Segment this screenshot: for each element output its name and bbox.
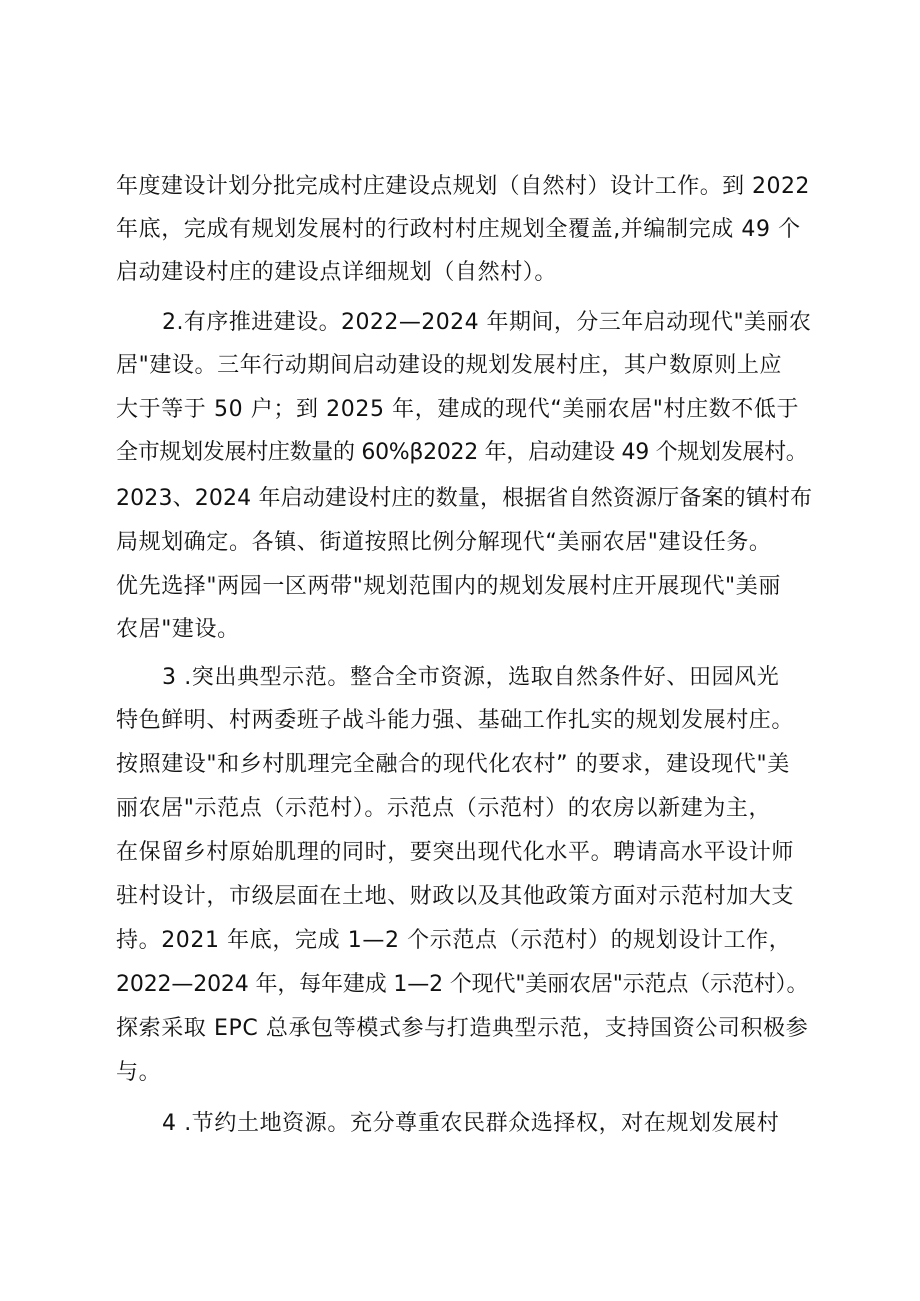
text-line-1: 年度建设计划分批完成村庄建设点规划（自然村）设计工作。到 2022 — [116, 174, 810, 199]
text-line-7: 全市规划发展村庄数量的 60%β2022 年，启动建设 49 个规划发展村。 — [116, 440, 808, 465]
text-line-16: 在保留乡村原始肌理的同时，要突出现代化水平。聘请高水平设计师 — [116, 840, 795, 865]
text-line-5: 居"建设。三年行动期间启动建设的规划发展村庄，其户数原则上应 — [116, 353, 783, 378]
text-line-13: 特色鲜明、村两委班子战斗能力强、基础工作扎实的规划发展村庄。 — [116, 708, 795, 733]
text-line-21: 与。 — [116, 1060, 162, 1085]
text-line-3: 启动建设村庄的建设点详细规划（自然村）。 — [116, 260, 558, 285]
text-line-15: 丽农居"示范点（示范村）。示范点（示范村）的农房以新建为主， — [116, 796, 772, 821]
text-line-12: 3 .突出典型示范。整合全市资源，选取自然条件好、田园风光 — [162, 665, 780, 690]
text-line-14: 按照建设"和乡村肌理完全融合的现代化农村” 的要求，建设现代"美 — [116, 752, 790, 777]
text-line-9: 局规划确定。各镇、街道按照比例分解现代“美丽农居"建设任务。 — [116, 530, 772, 555]
text-line-22: 4 .节约土地资源。充分尊重农民群众选择权，对在规划发展村 — [162, 1111, 780, 1136]
text-line-17: 驻村设计，市级层面在土地、财政以及其他政策方面对示范村加大支 — [116, 884, 795, 909]
text-line-20: 探索采取 EPC 总承包等模式参与打造典型示范，支持国资公司积极参 — [116, 1016, 809, 1041]
text-line-8: 2023、2024 年启动建设村庄的数量，根据省自然资源厅备案的镇村布 — [116, 486, 813, 511]
text-line-11: 农居"建设。 — [116, 617, 240, 642]
text-line-6: 大于等于 50 户；到 2025 年，建成的现代“美丽农居"村庄数不低于 — [116, 397, 800, 422]
text-line-10: 优先选择"两园一区两带"规划范围内的规划发展村庄开展现代"美丽 — [116, 574, 781, 599]
text-line-4: 2.有序推进建设。2022—2024 年期间，分三年启动现代"美丽农 — [162, 310, 812, 335]
text-line-2: 年底，完成有规划发展村的行政村村庄规划全覆盖,并编制完成 49 个 — [116, 217, 801, 242]
text-line-18: 持。2021 年底，完成 1—2 个示范点（示范村）的规划设计工作， — [116, 928, 792, 953]
text-line-19: 2022—2024 年，每年建成 1—2 个现代"美丽农居"示范点（示范村）。 — [116, 972, 809, 997]
